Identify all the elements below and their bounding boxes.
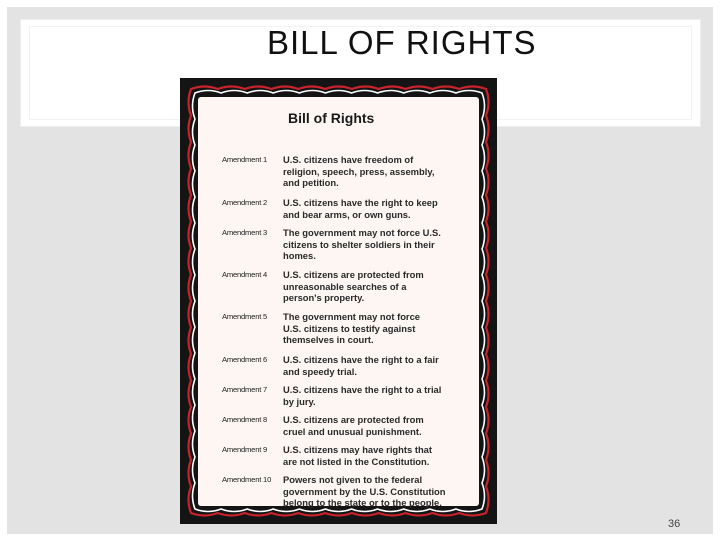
amendment-text: U.S. citizens may have rights that are not listed in the Constitution. bbox=[283, 444, 433, 467]
amendment-text: U.S. citizens are protected from cruel and unusual punishment. bbox=[283, 414, 424, 437]
poster-heading: Bill of Rights bbox=[288, 110, 375, 126]
amendment-label: Amendment 1 bbox=[222, 155, 268, 164]
amendment-text: Powers not given to the federal government by the U.S. Constitution belong to the state or to the people. bbox=[283, 474, 446, 509]
page-number: 36 bbox=[668, 518, 681, 530]
amendment-text: U.S. citizens have the right to a fair and speedy trial. bbox=[283, 354, 439, 377]
amendment-text: U.S. citizens have the right to keep and bear arms, or own guns. bbox=[283, 197, 438, 220]
amendment-label: Amendment 8 bbox=[222, 415, 268, 424]
amendment-label: Amendment 4 bbox=[222, 270, 268, 279]
amendment-text: U.S. citizens have the right to a trial by jury. bbox=[283, 384, 442, 407]
amendment-label: Amendment 2 bbox=[222, 198, 268, 207]
amendment-text: U.S. citizens are protected from unreasonable searches of a person's property. bbox=[283, 269, 424, 304]
amendment-text: The government may not force U.S. citizens to testify against themselves in court. bbox=[283, 311, 421, 346]
bill-of-rights-poster bbox=[180, 78, 497, 524]
amendment-text: The government may not force U.S. citizens to shelter soldiers in their homes. bbox=[283, 227, 441, 262]
amendment-label: Amendment 10 bbox=[222, 475, 272, 484]
poster-card bbox=[198, 97, 479, 509]
amendment-text: U.S. citizens have freedom of religion, speech, press, assembly, and petition. bbox=[283, 154, 435, 189]
amendment-label: Amendment 7 bbox=[222, 385, 268, 394]
amendment-label: Amendment 3 bbox=[222, 228, 268, 237]
amendment-label: Amendment 5 bbox=[222, 312, 268, 321]
amendment-label: Amendment 6 bbox=[222, 355, 268, 364]
amendment-label: Amendment 9 bbox=[222, 445, 268, 454]
slide-title: BILL OF RIGHTS bbox=[267, 24, 537, 61]
